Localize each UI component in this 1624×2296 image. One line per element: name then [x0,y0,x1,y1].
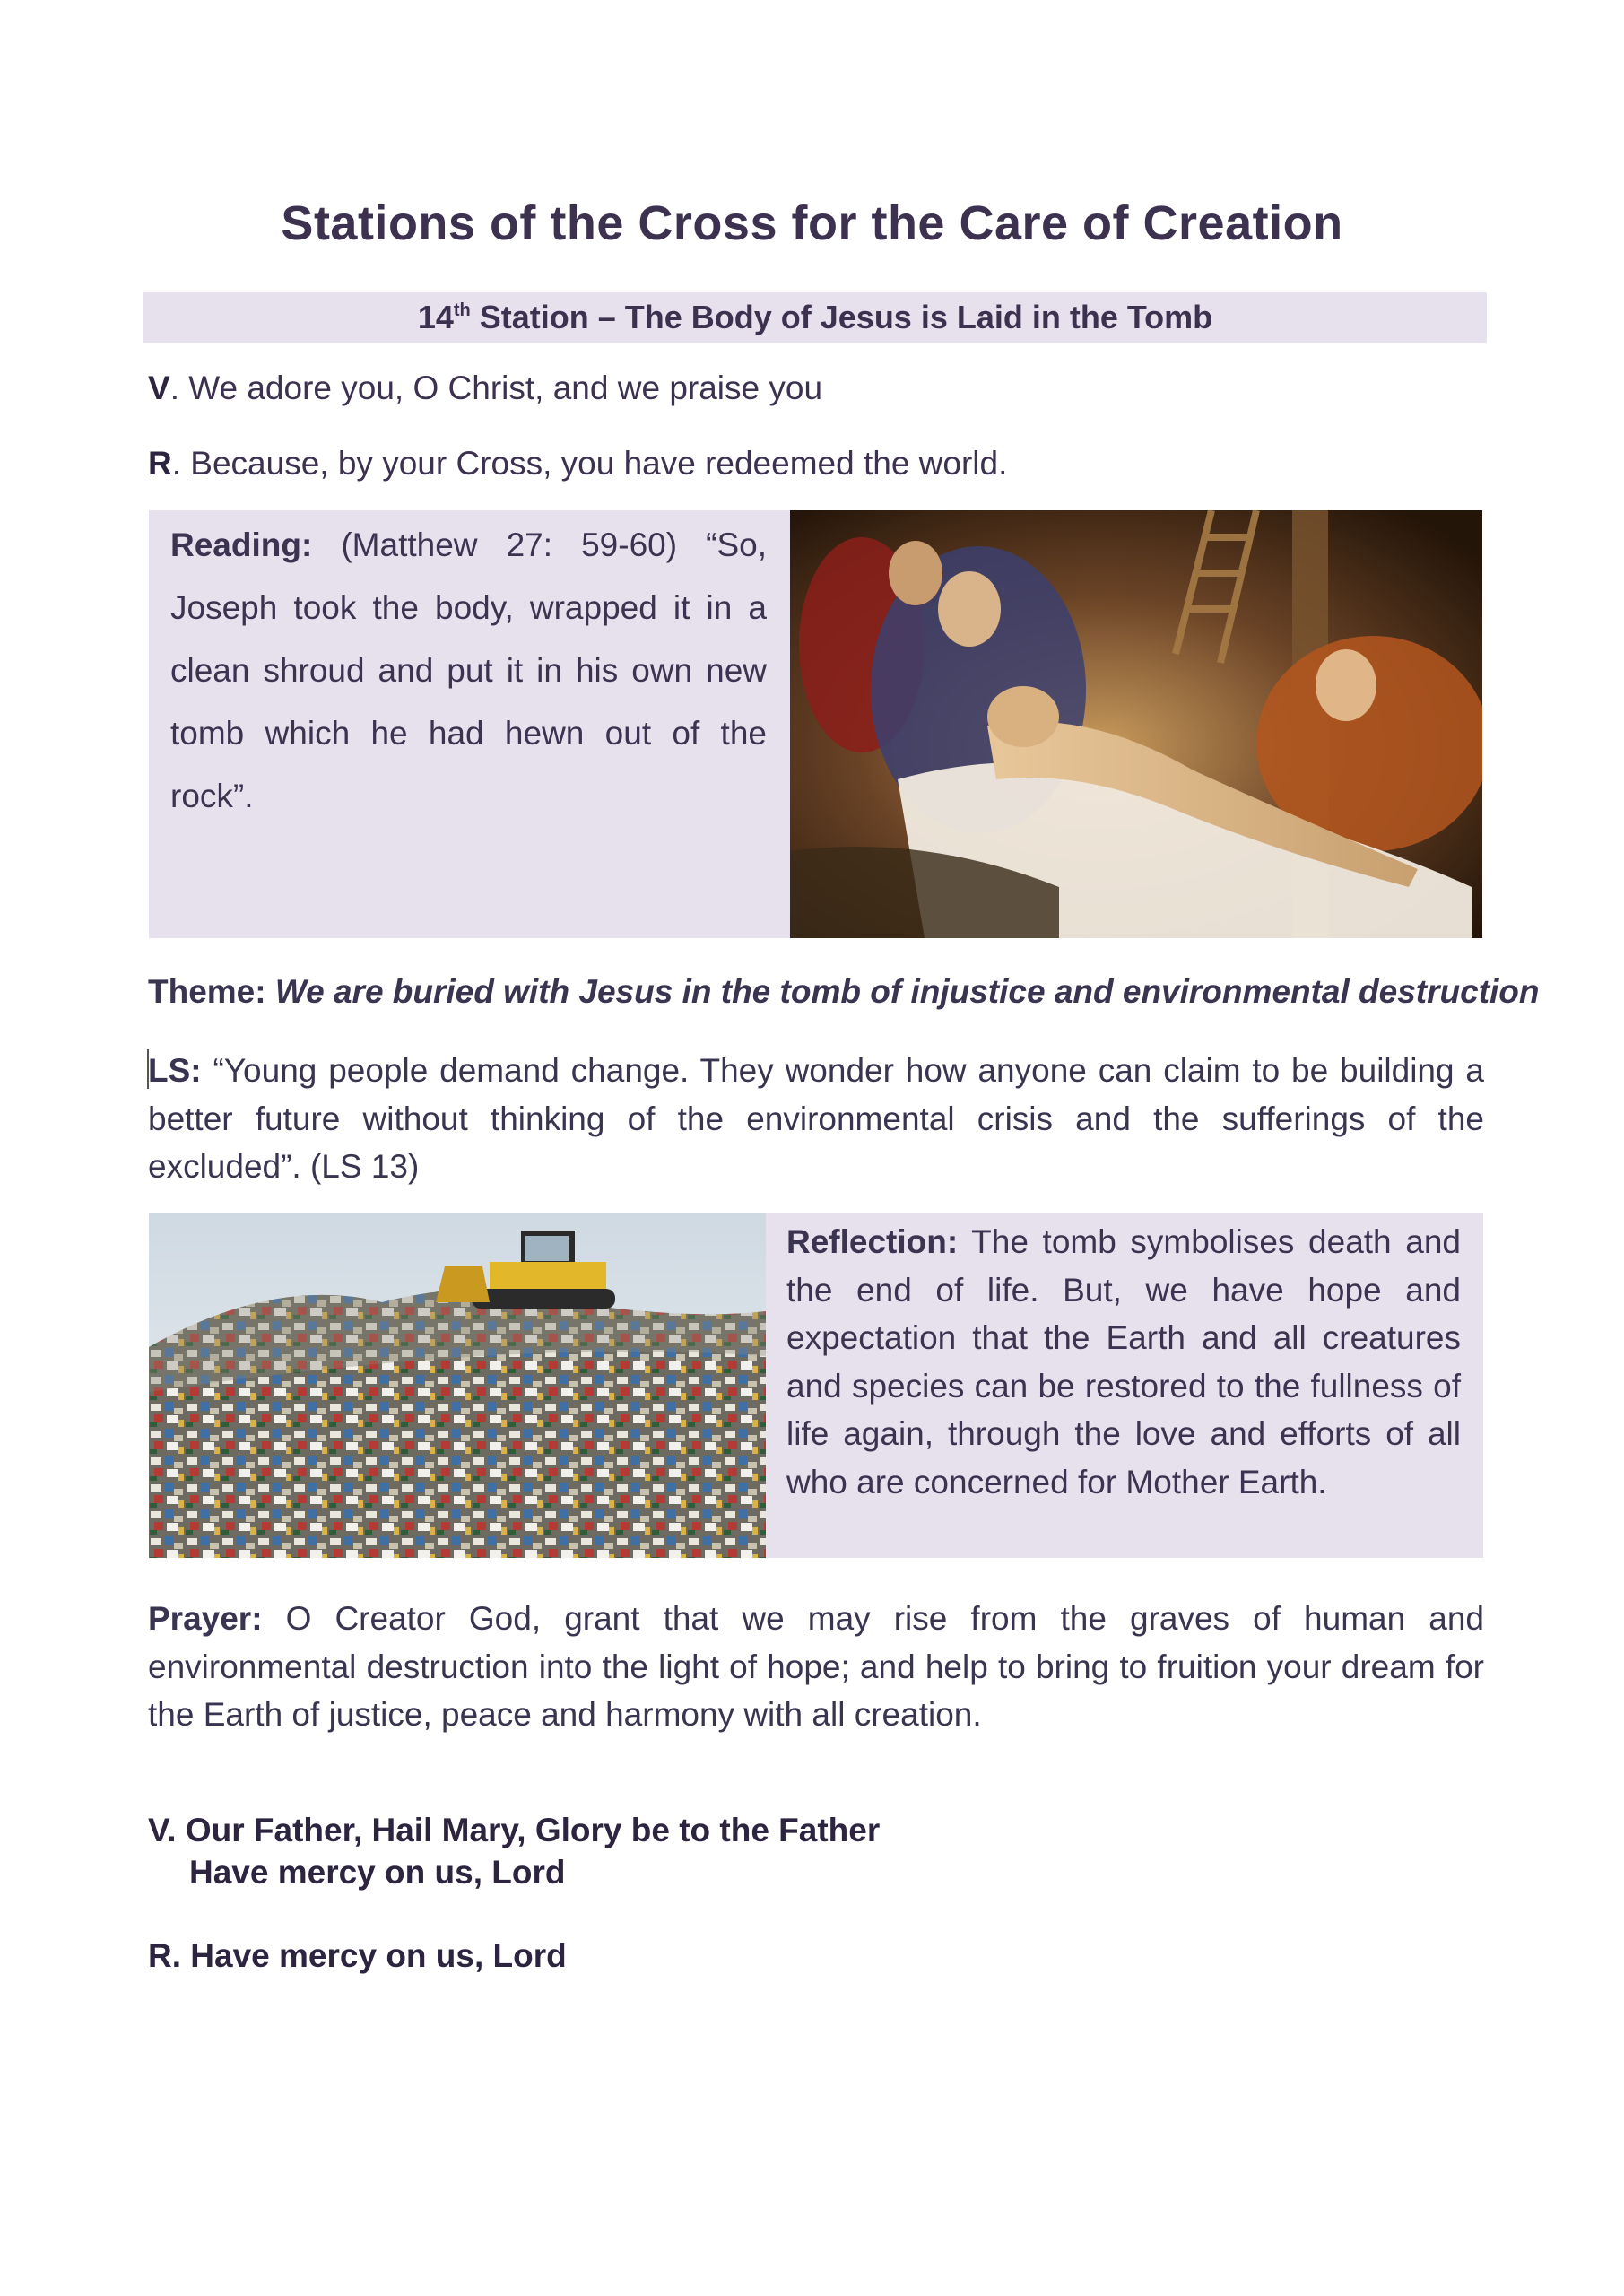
entombment-painting-image [790,510,1482,938]
station-ordinal-suffix: th [453,300,471,320]
response-label: R [148,445,172,482]
prayer-label: Prayer: [148,1600,263,1637]
station-title: Station – The Body of Jesus is Laid in the Tomb [470,299,1213,335]
station-heading [143,292,1487,343]
versicle-label: V [148,370,170,406]
response-text: . Because, by your Cross, you have redeemed the world. [171,445,1008,482]
theme-text: We are buried with Jesus in the tomb of injustice and environmental destruction [274,973,1540,1010]
reading-paragraph [170,514,767,828]
reflection-text: The tomb symbolises death and the end of life. But, we have hope and expectation that the Earth and all creatures and species can be restored to the fullness of life again, through the love and efforts of all who are concerned for Mother Earth. [786,1223,1461,1500]
theme-label: Theme: [148,973,266,1010]
station-number: 14 [417,299,454,335]
prayer-text: O Creator God, grant that we may rise from the graves of human and environmental destruction into the light of hope; and help to bring to fruition your dream for the Earth of justice, peace and harmony with all creation. [148,1600,1484,1733]
page-title: Stations of the Cross for the Care of Creation [281,196,1343,250]
reading-label: Reading: [170,526,313,563]
closing-response-line: R. Have mercy on us, Lord [148,1937,567,1974]
versicle-line [148,370,822,407]
prayer-paragraph [148,1595,1484,1739]
reflection-paragraph [786,1218,1461,1506]
ls-label: LS: [148,1052,202,1089]
versicle-text: . We adore you, O Christ, and we praise you [169,370,823,406]
ls-text: “Young people demand change. They wonder how anyone can claim to be building a better future without thinking of the environmental crisis and the sufferings of the excluded”. (LS 13) [148,1052,1484,1185]
landfill-illustration [149,1213,766,1558]
theme-line [148,973,1540,1011]
reflection-label: Reflection: [786,1223,959,1260]
painting-illustration [790,510,1482,938]
reading-text: (Matthew 27: 59-60) “So, Joseph took the body, wrapped it in a clean shroud and put it in his own new tomb which he had hewn out of the rock”. [170,526,767,814]
closing-versicle-line2: Have mercy on us, Lord [189,1854,566,1891]
closing-versicle-line1: V. Our Father, Hail Mary, Glory be to the Father [148,1812,881,1848]
ls-paragraph [148,1047,1484,1191]
response-line [148,445,1007,483]
landfill-image [149,1213,766,1558]
